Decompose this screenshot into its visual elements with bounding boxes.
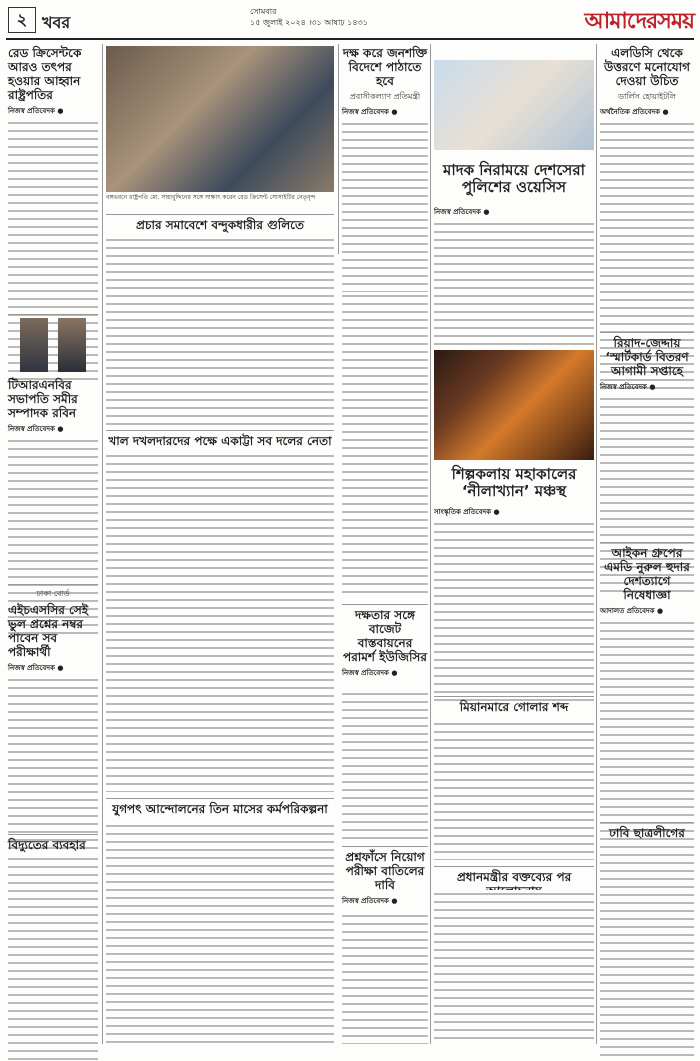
issue-date: সোমবার ১৫ জুলাই ২০২৪ ।৩১ আষাঢ় ১৪৩১	[250, 7, 368, 27]
article-hsc	[8, 588, 98, 828]
pm-body	[434, 890, 594, 1044]
portrait-photo	[20, 318, 48, 372]
headline: রিয়াদ-জেদ্দায় ‘স্মার্টকার্ড বিতরণ আগামী সপ্তাহে	[605, 336, 689, 378]
headline: এইচএসসির সেই ভুল প্রশ্নের নম্বর পাবেন সব পরীক্ষার্থী	[8, 603, 89, 659]
article-canal	[106, 434, 334, 452]
news-photo-bangabhaban	[106, 46, 334, 192]
body-text	[8, 855, 98, 1061]
article-recruit	[342, 850, 428, 910]
byline: নিজস্ব প্রতিবেদক ●	[600, 383, 656, 391]
photo-caption: বঙ্গভবনে রাষ্ট্রপতি মো. সাহাবুদ্দিনের সঙ্গে সাক্ষাৎ করেন রেড ক্রিসেন্ট সোসাইটির নেতৃবৃন্দ	[106, 194, 316, 201]
recruit-body	[342, 912, 428, 1044]
canal-body	[106, 452, 334, 792]
byline: সাংস্কৃতিক প্রতিবেদক ●	[434, 508, 500, 516]
newspaper-logo: আমাদেরসময়	[584, 9, 694, 34]
headline: ঢাবি ছাত্রলীগের	[609, 826, 685, 840]
movement-body	[106, 822, 334, 1044]
article-dhabi	[600, 826, 694, 1044]
headline: প্রশ্নফাঁসে নিয়োগ পরীক্ষা বাতিলের দাবি	[345, 850, 425, 892]
section-title: খবর	[42, 13, 71, 32]
masthead	[6, 4, 694, 40]
article-iqbal	[600, 546, 694, 816]
article-mahakal-body	[434, 504, 594, 690]
article-pm	[434, 870, 594, 888]
headline: প্রচার সমাবেশে বন্দুকধারীর গুলিতে	[136, 218, 304, 232]
article-movement	[106, 802, 334, 820]
headline: টিআরএনবির সভাপতি সমীর সম্পাদক রবিন	[8, 378, 78, 420]
article-ldc	[600, 46, 694, 326]
headline: যুগপৎ আন্দোলনের তিন মাসের কর্মপরিকল্পনা	[112, 802, 328, 816]
propaganda-body	[106, 236, 334, 426]
myanmar-body	[434, 720, 594, 860]
article-trade	[8, 838, 98, 1044]
article-manpower	[342, 46, 428, 286]
subhead: প্রবাসীকল্যাণ প্রতিমন্ত্রী	[349, 92, 421, 101]
byline: নিজস্ব প্রতিবেদক ●	[342, 669, 398, 677]
headline: আইকন গ্রুপের এমডি নুরুল হুদার দেশত্যাগে নিষেধাজ্ঞা	[604, 546, 690, 602]
article-riyan	[600, 336, 694, 536]
byline: নিজস্ব প্রতিবেদক ●	[8, 664, 64, 672]
page-number: ২	[8, 7, 36, 33]
subhead: ডাৰ্লিস হোয়াইটলি	[618, 92, 676, 101]
article-narcotics-body	[434, 204, 594, 344]
portrait-photo	[58, 318, 86, 372]
byline: অর্থনৈতিক প্রতিবেদক ●	[600, 108, 669, 116]
news-photo-stage-drama	[434, 350, 594, 460]
headline: খাল দখলদারদের পক্ষে একাট্টা সব দলের নেতা	[108, 434, 332, 448]
manpower-body-cont	[342, 292, 428, 598]
headline: রেড ক্রিসেন্টকে আরও তৎপর হওয়ার আহ্বান রাষ্ট্রপতির	[8, 46, 82, 102]
photo-portraits	[8, 318, 98, 374]
byline: নিজস্ব প্রতিবেদক ●	[8, 107, 64, 115]
headline: বিদ্যুতের ব্যবহার	[8, 838, 86, 852]
headline: প্রধানমন্ত্রীর বক্তব্যের পর	[456, 870, 572, 884]
byline: নিজস্ব প্রতিবেদক ●	[434, 208, 490, 216]
kicker: ঢাকা বোর্ড	[36, 589, 70, 598]
article-myanmar	[434, 700, 594, 718]
article-mahakal-head	[434, 466, 594, 502]
headline: এলডিসি থেকে উত্তরণে মনোযোগ দেওয়া উচিত	[604, 46, 690, 88]
headline: মিয়ানমারে গোলার শব্দ	[459, 700, 569, 714]
budget-body	[342, 690, 428, 840]
article-narcotics-head	[434, 162, 594, 202]
headline: দক্ষ করে জনশক্তি বিদেশে পাঠাতে হবে	[342, 46, 428, 88]
byline: নিজস্ব প্রতিবেদক ●	[342, 108, 398, 116]
headline: মাদক নিরাময়ে দেশসেরা পুলিশের ওয়েসিস	[443, 161, 585, 196]
article-budget	[342, 608, 428, 688]
headline: দক্ষতার সঙ্গে বাজেট বাস্তবায়নের পরামর্শ ইউজিসির	[343, 608, 427, 664]
byline: নিজস্ব প্রতিবেদক ●	[342, 897, 398, 905]
news-photo-oasis-event	[434, 60, 594, 150]
article-red-crescent	[8, 46, 98, 308]
byline: আদালত প্রতিবেদক ●	[600, 607, 664, 615]
article-tiarab	[8, 378, 98, 578]
byline: নিজস্ব প্রতিবেদক ●	[8, 425, 64, 433]
headline: শিল্পকলায় মহাকালের ‘নীলাখ্যান’ মঞ্চস্থ	[451, 465, 577, 500]
